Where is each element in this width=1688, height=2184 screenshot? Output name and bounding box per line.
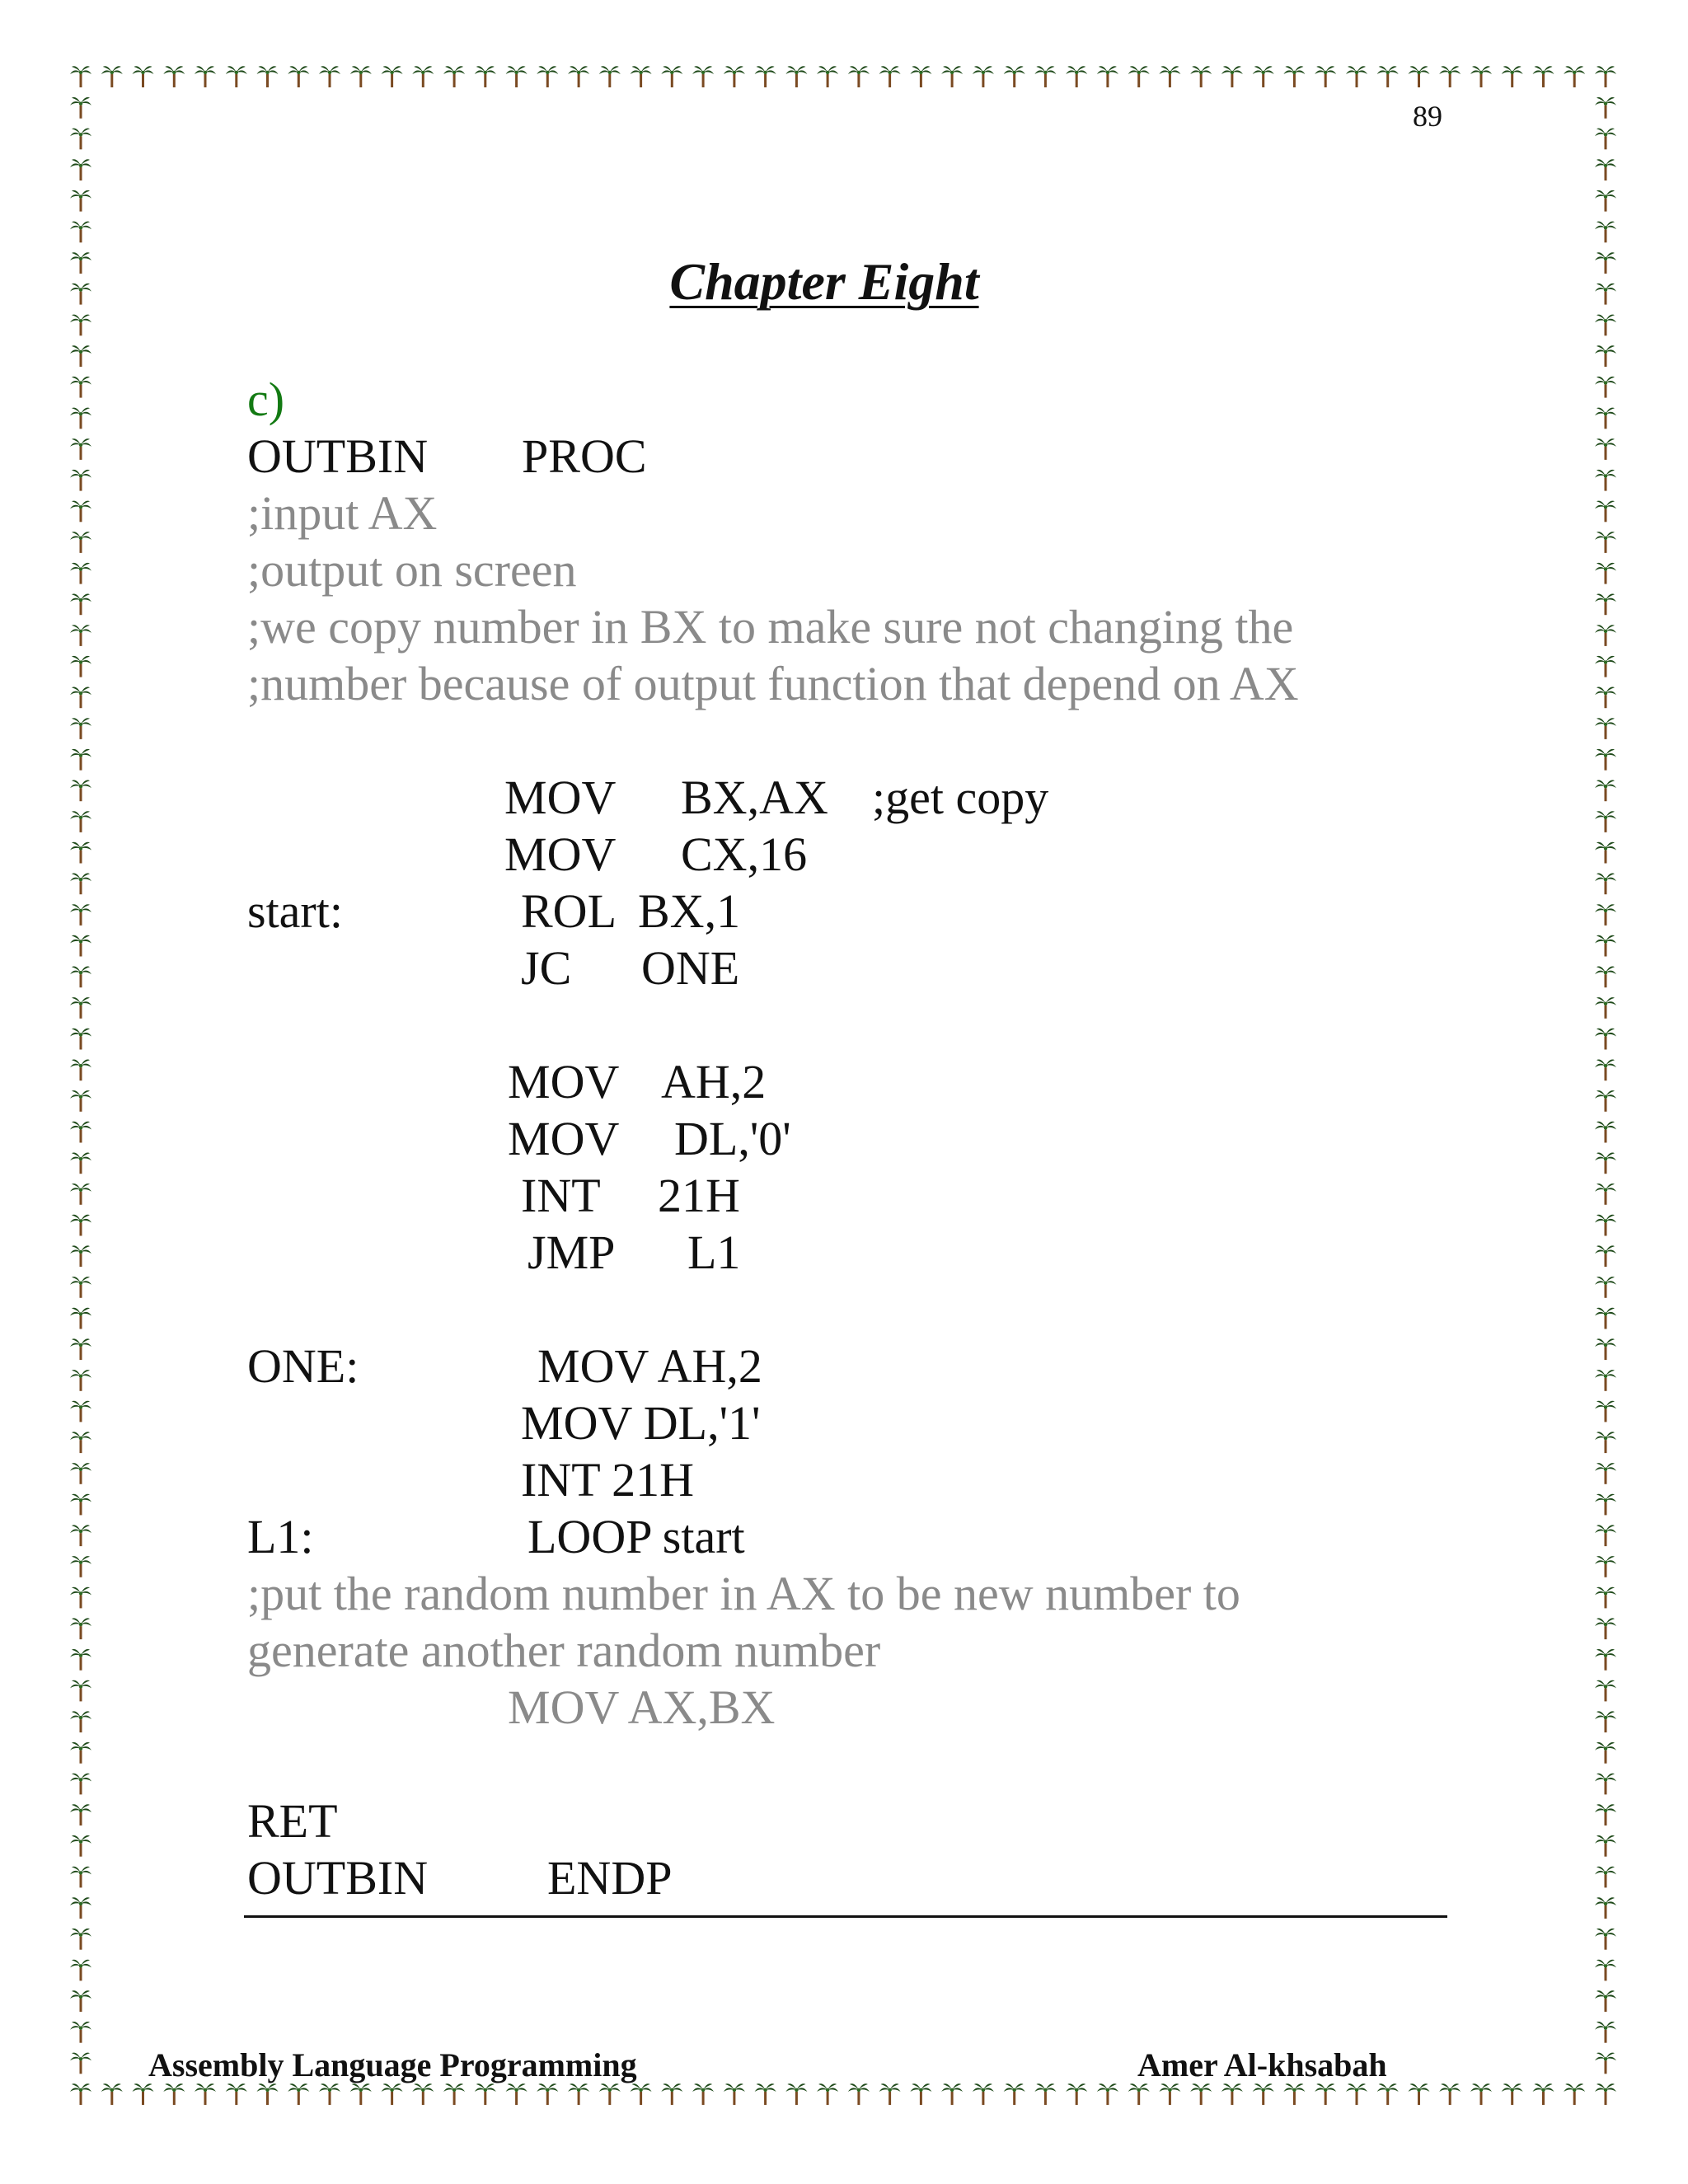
comment-line: ;number because of output function that depend on AX [247, 657, 1299, 710]
comment-line: ;input AX [247, 486, 438, 540]
code-args: L1 [687, 1226, 741, 1279]
part-label: c) [247, 373, 285, 426]
ret-instruction: RET [247, 1794, 338, 1848]
comment-line: ;we copy number in BX to make sure not changing the [247, 600, 1294, 654]
code-op: ROL [521, 884, 617, 938]
comment-line: ;output on screen [247, 543, 577, 597]
code-instruction: MOV AH,2 [537, 1339, 762, 1393]
horizontal-rule [244, 1915, 1447, 1918]
code-op: JC [521, 941, 572, 995]
page-number: 89 [1413, 100, 1442, 133]
one-label: ONE: [247, 1339, 359, 1393]
code-comment: ;get copy [872, 771, 1049, 824]
footer-left: Assembly Language Programming [148, 2046, 637, 2083]
footer-right: Amer Al-khsabah [1137, 2046, 1387, 2083]
code-args: BX,AX [681, 771, 828, 824]
code-args: CX,16 [681, 827, 808, 881]
code-args: ONE [641, 941, 740, 995]
code-op: MOV [508, 1055, 620, 1108]
proc-keyword: PROC [522, 429, 647, 483]
comment-line: ;put the random number in AX to be new number to [247, 1567, 1240, 1620]
l1-label: L1: [247, 1510, 314, 1563]
code-instruction: LOOP start [528, 1510, 745, 1563]
code-args: BX,1 [638, 884, 741, 938]
code-args: AH,2 [661, 1055, 767, 1108]
comment-line: generate another random number [247, 1624, 881, 1677]
end-proc-keyword: ENDP [547, 1851, 673, 1905]
code-args: DL,'0' [674, 1112, 791, 1165]
proc-name: OUTBIN [247, 429, 429, 483]
code-op: JMP [528, 1226, 616, 1279]
code-op: MOV [508, 1112, 620, 1165]
end-proc-name: OUTBIN [247, 1851, 429, 1905]
code-op: MOV [504, 771, 617, 824]
code-instruction: MOV AX,BX [508, 1680, 776, 1734]
code-instruction: INT 21H [521, 1453, 694, 1507]
chapter-title: Chapter Eight [669, 252, 979, 311]
code-op: INT [521, 1169, 601, 1222]
start-label: start: [247, 884, 343, 938]
code-op: MOV [504, 827, 617, 881]
code-instruction: MOV DL,'1' [521, 1396, 761, 1450]
code-args: 21H [658, 1169, 740, 1222]
